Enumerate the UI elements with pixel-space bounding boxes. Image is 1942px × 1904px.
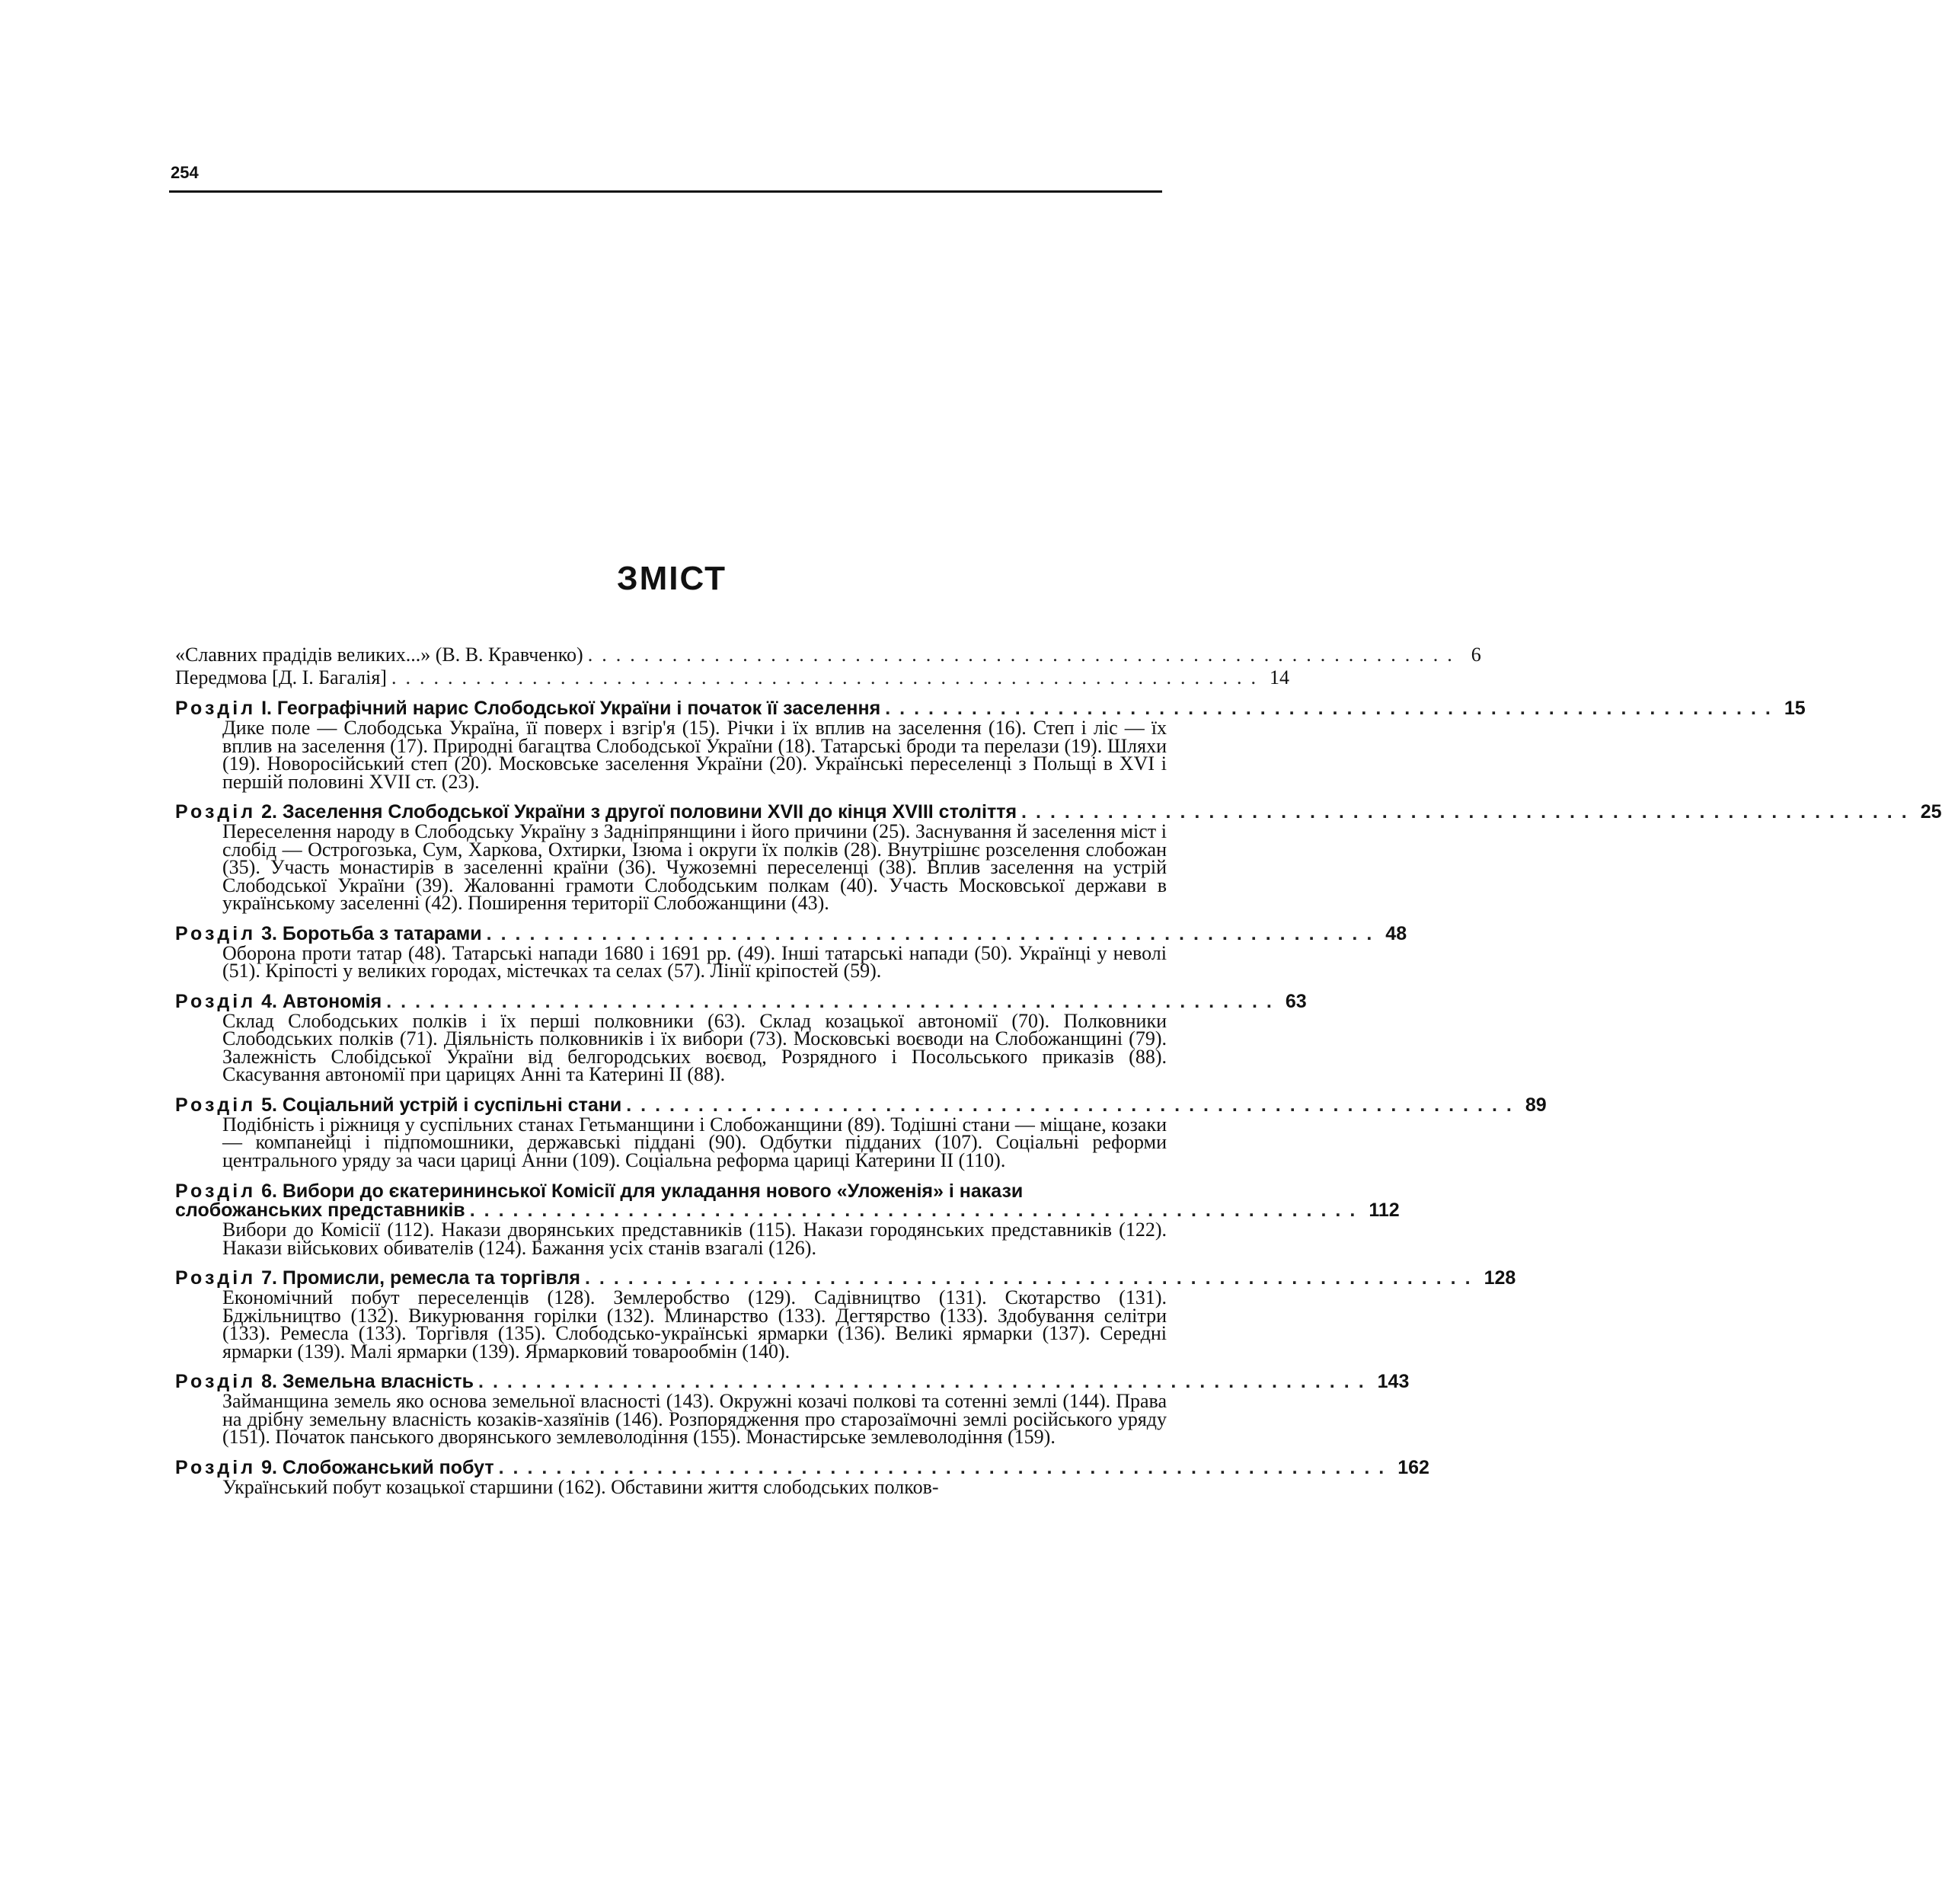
section-description: Займанщина земель яко основа земельної власності (143). Окружні козачі полкові та сотенні землі (144). Права на дрібну земельну власність козаків-хазяїнів (146). Розпорядження про старозаїмочні землі російського уряду (151). Початок панського дворянського землеволодіння (155). Монастирське землеволодіння (159). xyxy=(222,1390,1167,1448)
section-page: 112 xyxy=(1369,1200,1400,1221)
section-title: 2. Заселення Слободської України з другої половини XVII до кінця XVIII століття xyxy=(261,801,1017,823)
section-page: 143 xyxy=(1377,1371,1410,1392)
section-label: Розділ xyxy=(175,1180,257,1202)
section-title: 4. Автономія xyxy=(261,990,382,1012)
leader-dots: .............................................................. xyxy=(486,922,1381,944)
leader-dots: .............................................................. xyxy=(626,1094,1521,1116)
section-title-line-2: слобожанських представників xyxy=(175,1200,465,1221)
toc-section-8 xyxy=(175,1371,1410,1448)
section-description: Подібність і ріжниця у суспільних станах Гетьманщини і Слобожанщини (89). Тодішні стани — міщане, козаки — компанейці і підпомошники, державські піддані (90). Одбутки підданих (107). Соціальні реформи центрального уряду за часи цариці Анни (109). Соціальна реформа цариці Катерини II (110). xyxy=(222,1113,1167,1171)
section-description: Переселення народу в Слободську Україну з Задніпрянщини і його причини (25). Заснування й заселення міст і слобід — Острогозька, Сум, Харкова, Охтирки, Ізюма і округи їх полків (28). Внутрішнє розселення слобожан (35). Участь монастирів в заселенні країни (36). Чужоземні переселенці (38). Вплив заселення на устрій Слободської України (39). Жалованні грамоти Слободським полкам (40). Участь Московської держави в українському заселенні (42). Поширення території Слобожанщини (43). xyxy=(222,820,1167,914)
section-label: Розділ xyxy=(175,1094,257,1116)
toc-section-9 xyxy=(175,1456,1429,1498)
leader-dots: .............................................................. xyxy=(478,1371,1373,1392)
toc-entry-text: «Славних прадідів великих...» (В. В. Кравченко) xyxy=(175,644,583,666)
header-rule xyxy=(169,190,1162,193)
leader-dots: .............................................................. xyxy=(469,1200,1365,1221)
section-heading xyxy=(175,990,1307,1012)
section-page: 128 xyxy=(1484,1267,1516,1289)
section-heading-line-1 xyxy=(175,1181,1167,1201)
section-label: Розділ xyxy=(175,801,257,823)
section-label: Розділ xyxy=(175,922,257,944)
section-label: Розділ xyxy=(175,990,257,1012)
section-heading xyxy=(175,1094,1547,1116)
toc-section-4 xyxy=(175,990,1307,1085)
leader-dots: .............................................................. xyxy=(391,666,1265,688)
page-title: ЗМІСТ xyxy=(617,560,727,597)
section-heading xyxy=(175,1267,1516,1289)
section-description: Вибори до Комісії (112). Накази дворянських представників (115). Накази городянських представників (122). Накази військових обивателів (124). Бажання усіх станів взагалі (126). xyxy=(222,1219,1167,1259)
toc-entry-text: Передмова [Д. І. Багалія] xyxy=(175,666,387,688)
toc-section-2 xyxy=(175,801,1942,914)
section-title: 5. Соціальний устрій і суспільні стани xyxy=(261,1094,622,1116)
section-heading xyxy=(175,922,1407,944)
toc-entry-foreword-1 xyxy=(175,644,1481,666)
section-description: Український побут козацької старшини (162). Обставини життя слободських полков- xyxy=(222,1475,939,1498)
toc-section-6 xyxy=(175,1180,1400,1259)
section-heading xyxy=(175,801,1942,823)
page-number: 254 xyxy=(171,163,199,182)
leader-dots: .............................................................. xyxy=(1021,801,1916,823)
leader-dots: .............................................................. xyxy=(498,1456,1394,1478)
section-label: Розділ xyxy=(175,1456,257,1478)
section-heading xyxy=(175,1371,1410,1392)
section-page: 15 xyxy=(1784,698,1806,719)
section-title-line-1: 6. Вибори до єкатерининської Комісії для укладання нового «Уложенія» і накази xyxy=(261,1180,1024,1202)
section-heading-line-2 xyxy=(175,1200,1400,1221)
section-heading xyxy=(175,698,1806,719)
section-description: Дике поле — Слободська Україна, її поверх і взгір'я (15). Річки і їх вплив на заселення (16). Степ і ліс — їх вплив на заселення (17). Природні багацтва Слободської України (18). Татарські броди та перелази (19). Шляхи (19). Новоросійський степ (20). Московське заселення України (20). Українські переселенці з Польщі в XVI і першій половині XVII ст. (23). xyxy=(222,717,1167,793)
section-page: 63 xyxy=(1285,990,1307,1012)
section-description: Склад Слободських полків і їх перші полковники (63). Склад козацької автономії (70). Полковники Слободських полків (71). Діяльність полковників і їх вибори (73). Московські воєводи на Слобожанщині (79). Залежність Слобідської України від белгородських воєвод, Розрядного і Посольського приказів (88). Скасування автономії при царицях Анні та Катерині II (88). xyxy=(222,1009,1167,1085)
section-title: І. Географічний нарис Слободської України і початок її заселення xyxy=(261,698,881,719)
toc-section-7 xyxy=(175,1267,1516,1363)
toc-entry-foreword-2 xyxy=(175,666,1289,688)
section-label: Розділ xyxy=(175,698,257,719)
toc-section-1 xyxy=(175,698,1806,793)
leader-dots: .............................................................. xyxy=(386,990,1281,1012)
toc-section-3 xyxy=(175,922,1407,982)
section-heading xyxy=(175,1456,1429,1478)
section-label: Розділ xyxy=(175,1267,257,1289)
section-page: 89 xyxy=(1525,1094,1547,1116)
table-of-contents xyxy=(175,644,1942,1498)
section-page: 162 xyxy=(1397,1456,1429,1478)
leader-dots: .............................................................. xyxy=(885,698,1780,719)
leader-dots: .............................................................. xyxy=(587,644,1461,666)
section-title: 9. Слобожанський побут xyxy=(261,1456,494,1478)
section-title: 7. Промисли, ремесла та торгівля xyxy=(261,1267,580,1289)
section-title: 8. Земельна власність xyxy=(261,1371,474,1392)
section-label: Розділ xyxy=(175,1371,257,1392)
section-description: Економічний побут переселенців (128). Землеробство (129). Садівництво (131). Скотарство (131). Бджільництво (132). Викурювання горілки (132). Млинарство (133). Дегтярство (133). Здобування селітри (133). Ремесла (133). Торгівля (135). Слободсько-українські ярмарки (136). Великі ярмарки (137). Середні ярмарки (139). Малі ярмарки (139). Ярмарковий товарообмін (140). xyxy=(222,1286,1167,1363)
leader-dots: .............................................................. xyxy=(584,1267,1480,1289)
toc-entry-page: 14 xyxy=(1269,666,1289,688)
section-page: 48 xyxy=(1385,922,1407,944)
section-title: 3. Боротьба з татарами xyxy=(261,922,482,944)
section-description: Оборона проти татар (48). Татарські напади 1680 і 1691 рр. (49). Інші татарські напади (50). Українці у неволі (51). Кріпості у великих городах, містечках та селах (57). Лінії кріпостей (59). xyxy=(222,941,1167,982)
toc-section-5 xyxy=(175,1094,1547,1171)
section-page: 25 xyxy=(1920,801,1942,823)
toc-entry-page: 6 xyxy=(1471,644,1481,666)
